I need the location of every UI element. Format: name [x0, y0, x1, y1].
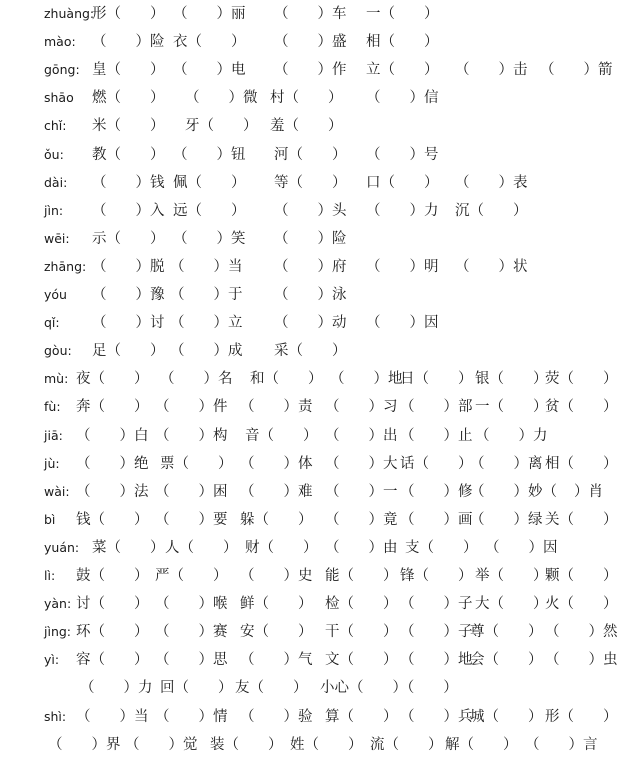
word-blank: 姓（ ） [290, 736, 363, 753]
word-blank: （ ）绿 [470, 511, 543, 528]
word-blank: 示（ ） [92, 230, 165, 247]
word-blank: （ ）情 [155, 708, 228, 725]
pinyin-label: yì: [44, 652, 60, 668]
word-blank: （ ）然 [545, 624, 618, 641]
word-blank: 友（ ） [235, 680, 308, 697]
word-blank: （ ）丽 [173, 6, 246, 22]
word-blank: 躲（ ） [240, 511, 313, 528]
word-blank: （ ）难 [240, 483, 313, 500]
word-blank: 等（ ） [274, 174, 347, 191]
pinyin-label: gōng: [44, 62, 80, 78]
word-blank: 尊（ ） [470, 624, 543, 641]
word-blank: 锋（ ） [400, 568, 473, 584]
word-blank: （ ）力 [80, 680, 153, 697]
pinyin-label: gòu: [44, 343, 72, 359]
pinyin-label: jìng: [44, 624, 72, 640]
worksheet-line [0, 705, 640, 729]
word-blank: ）肖 [545, 483, 603, 500]
word-blank: 燃（ ） [92, 90, 165, 107]
word-blank: 鲜（ ） [240, 596, 313, 613]
pinyin-label: shì: [44, 708, 67, 724]
word-blank: （ ）兵 [400, 708, 473, 725]
word-blank: （ ）白 [76, 427, 149, 444]
worksheet-line [0, 564, 640, 588]
word-blank: （ ）绝 [76, 455, 149, 472]
word-blank: （ ）动 [274, 315, 347, 332]
word-blank: 火（ ） [545, 596, 618, 613]
worksheet-line [0, 480, 640, 504]
word-blank: （ ）击 [455, 62, 528, 79]
word-blank: 一（ ） [366, 6, 439, 22]
word-blank: 颗（ ） [545, 568, 618, 584]
worksheet-line [0, 424, 640, 448]
worksheet-line [0, 30, 640, 54]
worksheet-line [0, 536, 640, 560]
word-blank: （ ）子 [400, 596, 473, 613]
word-blank: 城（ ） [470, 708, 543, 725]
word-blank: （ ）脱 [92, 258, 165, 275]
word-blank: （ ）盛 [274, 34, 347, 51]
worksheet-line [0, 171, 640, 195]
word-blank: 容（ ） [76, 652, 149, 669]
pinyin-label: lì: [44, 568, 56, 583]
word-blank: （ ）法 [76, 483, 149, 500]
word-blank: （ ）思 [155, 652, 228, 669]
word-blank: （ ）气 [240, 652, 313, 669]
word-blank: 大（ ） [475, 596, 548, 613]
word-blank: （ ）构 [155, 427, 228, 444]
word-blank: （ ）信 [366, 90, 439, 107]
word-blank: （ ）件 [155, 399, 228, 416]
word-blank: （ ）体 [240, 455, 313, 472]
word-blank: （ ）头 [274, 202, 347, 219]
word-blank: （ ）钮 [173, 146, 246, 163]
word-blank: 安（ ） [240, 624, 313, 641]
pinyin-label: dài: [44, 174, 68, 190]
word-blank: （ ）困 [155, 483, 228, 500]
word-blank: 荧（ ） [545, 371, 618, 388]
word-blank: （ ）号 [366, 146, 439, 163]
word-blank: （ ）表 [455, 174, 528, 191]
word-blank: （ ）要 [155, 511, 228, 528]
pinyin-label: bì [44, 511, 56, 527]
word-blank: 夜（ ） [76, 371, 149, 388]
pinyin-label: mù: [44, 371, 69, 387]
pinyin-label: zhuàng: [44, 6, 95, 21]
word-blank: （ ）验 [240, 708, 313, 725]
word-blank: 音（ ） [245, 427, 318, 444]
word-blank: （ ）界 [48, 736, 121, 753]
word-blank: 相（ ） [545, 455, 618, 472]
word-blank: （ ）出 [325, 427, 398, 444]
word-blank: （ ）画 [400, 511, 473, 528]
word-blank: （ ）府 [274, 258, 347, 275]
pinyin-label: yàn: [44, 596, 72, 612]
word-blank: 检（ ） [325, 596, 398, 613]
word-blank: 举（ ） [475, 568, 548, 584]
pinyin-label: jiā: [44, 427, 63, 443]
word-blank: 立（ ） [366, 62, 439, 79]
pinyin-label: ǒu: [44, 146, 64, 162]
word-blank: 羞（ ） [270, 118, 343, 135]
word-blank: （ ）讨 [92, 315, 165, 332]
pinyin-label: wài: [44, 483, 70, 499]
word-blank: 河（ ） [274, 146, 347, 163]
word-blank: （ ）明 [366, 258, 439, 275]
worksheet-line [0, 114, 640, 138]
word-blank: 话（ ） [400, 455, 473, 472]
word-blank: （ ）力 [366, 202, 439, 219]
word-blank: 环（ ） [76, 624, 149, 641]
word-blank: （ ）一 [325, 483, 398, 500]
worksheet-line [0, 143, 640, 167]
word-blank: （ ）因 [366, 315, 439, 332]
pinyin-label: jù: [44, 455, 60, 471]
word-blank: 足（ ） [92, 343, 165, 360]
word-blank: （ ）电 [173, 62, 246, 79]
word-blank: （ ）于 [170, 287, 243, 303]
word-blank: 讨（ ） [76, 596, 149, 613]
word-blank: （ ）立 [170, 315, 243, 332]
word-blank: 远（ ） [173, 202, 246, 219]
word-blank: （ ）修 [400, 483, 473, 500]
word-blank: （ ）虫 [545, 652, 618, 669]
word-blank: （ ）部 [400, 399, 473, 416]
word-blank: （ ）喉 [155, 596, 228, 613]
worksheet-line [0, 367, 640, 391]
word-blank: （ ）由 [325, 539, 398, 556]
word-blank: （ ）笑 [173, 230, 246, 247]
word-blank: （ ）当 [76, 708, 149, 725]
word-blank: （ ）豫 [92, 287, 165, 303]
word-blank: （ ）责 [240, 399, 313, 416]
word-blank: 钱（ ） [76, 511, 149, 528]
word-blank: 严（ ） [155, 568, 228, 584]
worksheet-line [0, 58, 640, 82]
word-blank: （ ）习 [325, 399, 398, 416]
pinyin-label: qǐ: [44, 315, 60, 331]
word-blank: 日（ ） [400, 371, 473, 388]
word-blank: （ ）入 [92, 202, 165, 219]
word-blank: 会（ ） [470, 652, 543, 669]
word-blank: 一（ ） [475, 399, 548, 416]
worksheet-line [0, 592, 640, 616]
word-blank: 佩（ ） [173, 174, 246, 191]
word-blank: （ ）力 [475, 427, 548, 444]
pinyin-label: wēi: [44, 230, 70, 246]
word-blank: （ ）因 [485, 539, 558, 556]
word-blank: 采（ ） [274, 343, 347, 360]
word-blank: （ ）竟 [325, 511, 398, 528]
worksheet-line [0, 676, 640, 700]
word-blank: （ ）觉 [125, 736, 198, 753]
word-blank: 算（ ） [325, 708, 398, 725]
word-blank: （ ）泳 [274, 287, 347, 303]
word-blank: （ ）险 [274, 230, 347, 247]
word-blank: （ ）妙（ [470, 483, 557, 500]
word-blank: 衣（ ） [173, 34, 246, 51]
pinyin-label: fù: [44, 399, 61, 415]
worksheet-line [0, 227, 640, 251]
word-blank: （ ）钱 [92, 174, 165, 191]
word-blank: 牙（ ） [185, 118, 258, 135]
word-blank: （ ）地 [330, 371, 403, 388]
pinyin-label: zhāng: [44, 258, 87, 274]
worksheet-line [0, 648, 640, 672]
word-blank: （ ）成 [170, 343, 243, 360]
pinyin-label: shāo [44, 90, 74, 106]
word-blank: （ ）子 [400, 624, 473, 641]
worksheet-line [0, 86, 640, 110]
word-blank: 和（ ） [250, 371, 323, 388]
worksheet-line [0, 452, 640, 476]
word-blank: 口（ ） [366, 174, 439, 191]
word-blank: （ ）微 [185, 90, 258, 107]
word-blank: 小心（ ）（ ） [320, 680, 458, 697]
word-blank: 支（ ） [405, 539, 478, 556]
worksheet-line [0, 508, 640, 532]
worksheet-line [0, 339, 640, 363]
word-blank: 解（ ） [445, 736, 518, 753]
word-blank: 奔（ ） [76, 399, 149, 416]
word-blank: 米（ ） [92, 118, 165, 135]
word-blank: 形（ ） [92, 6, 165, 22]
word-blank: 能（ ） [325, 568, 398, 584]
worksheet-line [0, 620, 640, 644]
word-blank: 银（ ） [475, 371, 548, 388]
word-blank: 相（ ） [366, 34, 439, 51]
worksheet-line [0, 733, 640, 757]
word-blank: （ ）车 [274, 6, 347, 22]
word-blank: 关（ ） [545, 511, 618, 528]
word-blank: 票（ ） [160, 455, 233, 472]
word-blank: 文（ ） [325, 652, 398, 669]
word-blank: 装（ ） [210, 736, 283, 753]
worksheet-line [0, 255, 640, 279]
word-blank: （ ）当 [170, 258, 243, 275]
word-blank: 教（ ） [92, 146, 165, 163]
pinyin-label: mào: [44, 34, 76, 50]
worksheet-line [0, 199, 640, 223]
word-blank: 干（ ） [325, 624, 398, 641]
pinyin-label: chǐ: [44, 118, 67, 134]
word-blank: 沉（ ） [455, 202, 528, 219]
word-blank: （ ）史 [240, 568, 313, 584]
word-blank: 贫（ ） [545, 399, 618, 416]
pinyin-label: yóu [44, 287, 67, 302]
word-blank: （ ）离 [470, 455, 543, 472]
worksheet-line [0, 2, 640, 26]
worksheet-line [0, 283, 640, 307]
word-blank: （ ）作 [274, 62, 347, 79]
word-blank: 鼓（ ） [76, 568, 149, 584]
word-blank: （ ）箭 [540, 62, 613, 79]
word-blank: 村（ ） [270, 90, 343, 107]
word-blank: 回（ ） [160, 680, 233, 697]
word-blank: 皇（ ） [92, 62, 165, 79]
word-blank: （ ）大 [325, 455, 398, 472]
word-blank: （ ）险 [92, 34, 165, 51]
word-blank: （ ）赛 [155, 624, 228, 641]
worksheet-line [0, 395, 640, 419]
word-blank: 形（ ） [545, 708, 618, 725]
word-blank: 流（ ） [370, 736, 443, 753]
worksheet-line [0, 311, 640, 335]
word-blank: （ ）状 [455, 258, 528, 275]
word-blank: 财（ ） [245, 539, 318, 556]
pinyin-label: jìn: [44, 202, 64, 218]
pinyin-label: yuán: [44, 539, 80, 555]
word-blank: （ ）地 [400, 652, 473, 669]
word-blank: （ ）名 [160, 371, 233, 388]
word-blank: （ ）止 [400, 427, 473, 444]
word-blank: 人（ ） [165, 539, 238, 556]
word-blank: （ ）言 [525, 736, 598, 753]
word-blank: 菜（ ） [92, 539, 165, 556]
